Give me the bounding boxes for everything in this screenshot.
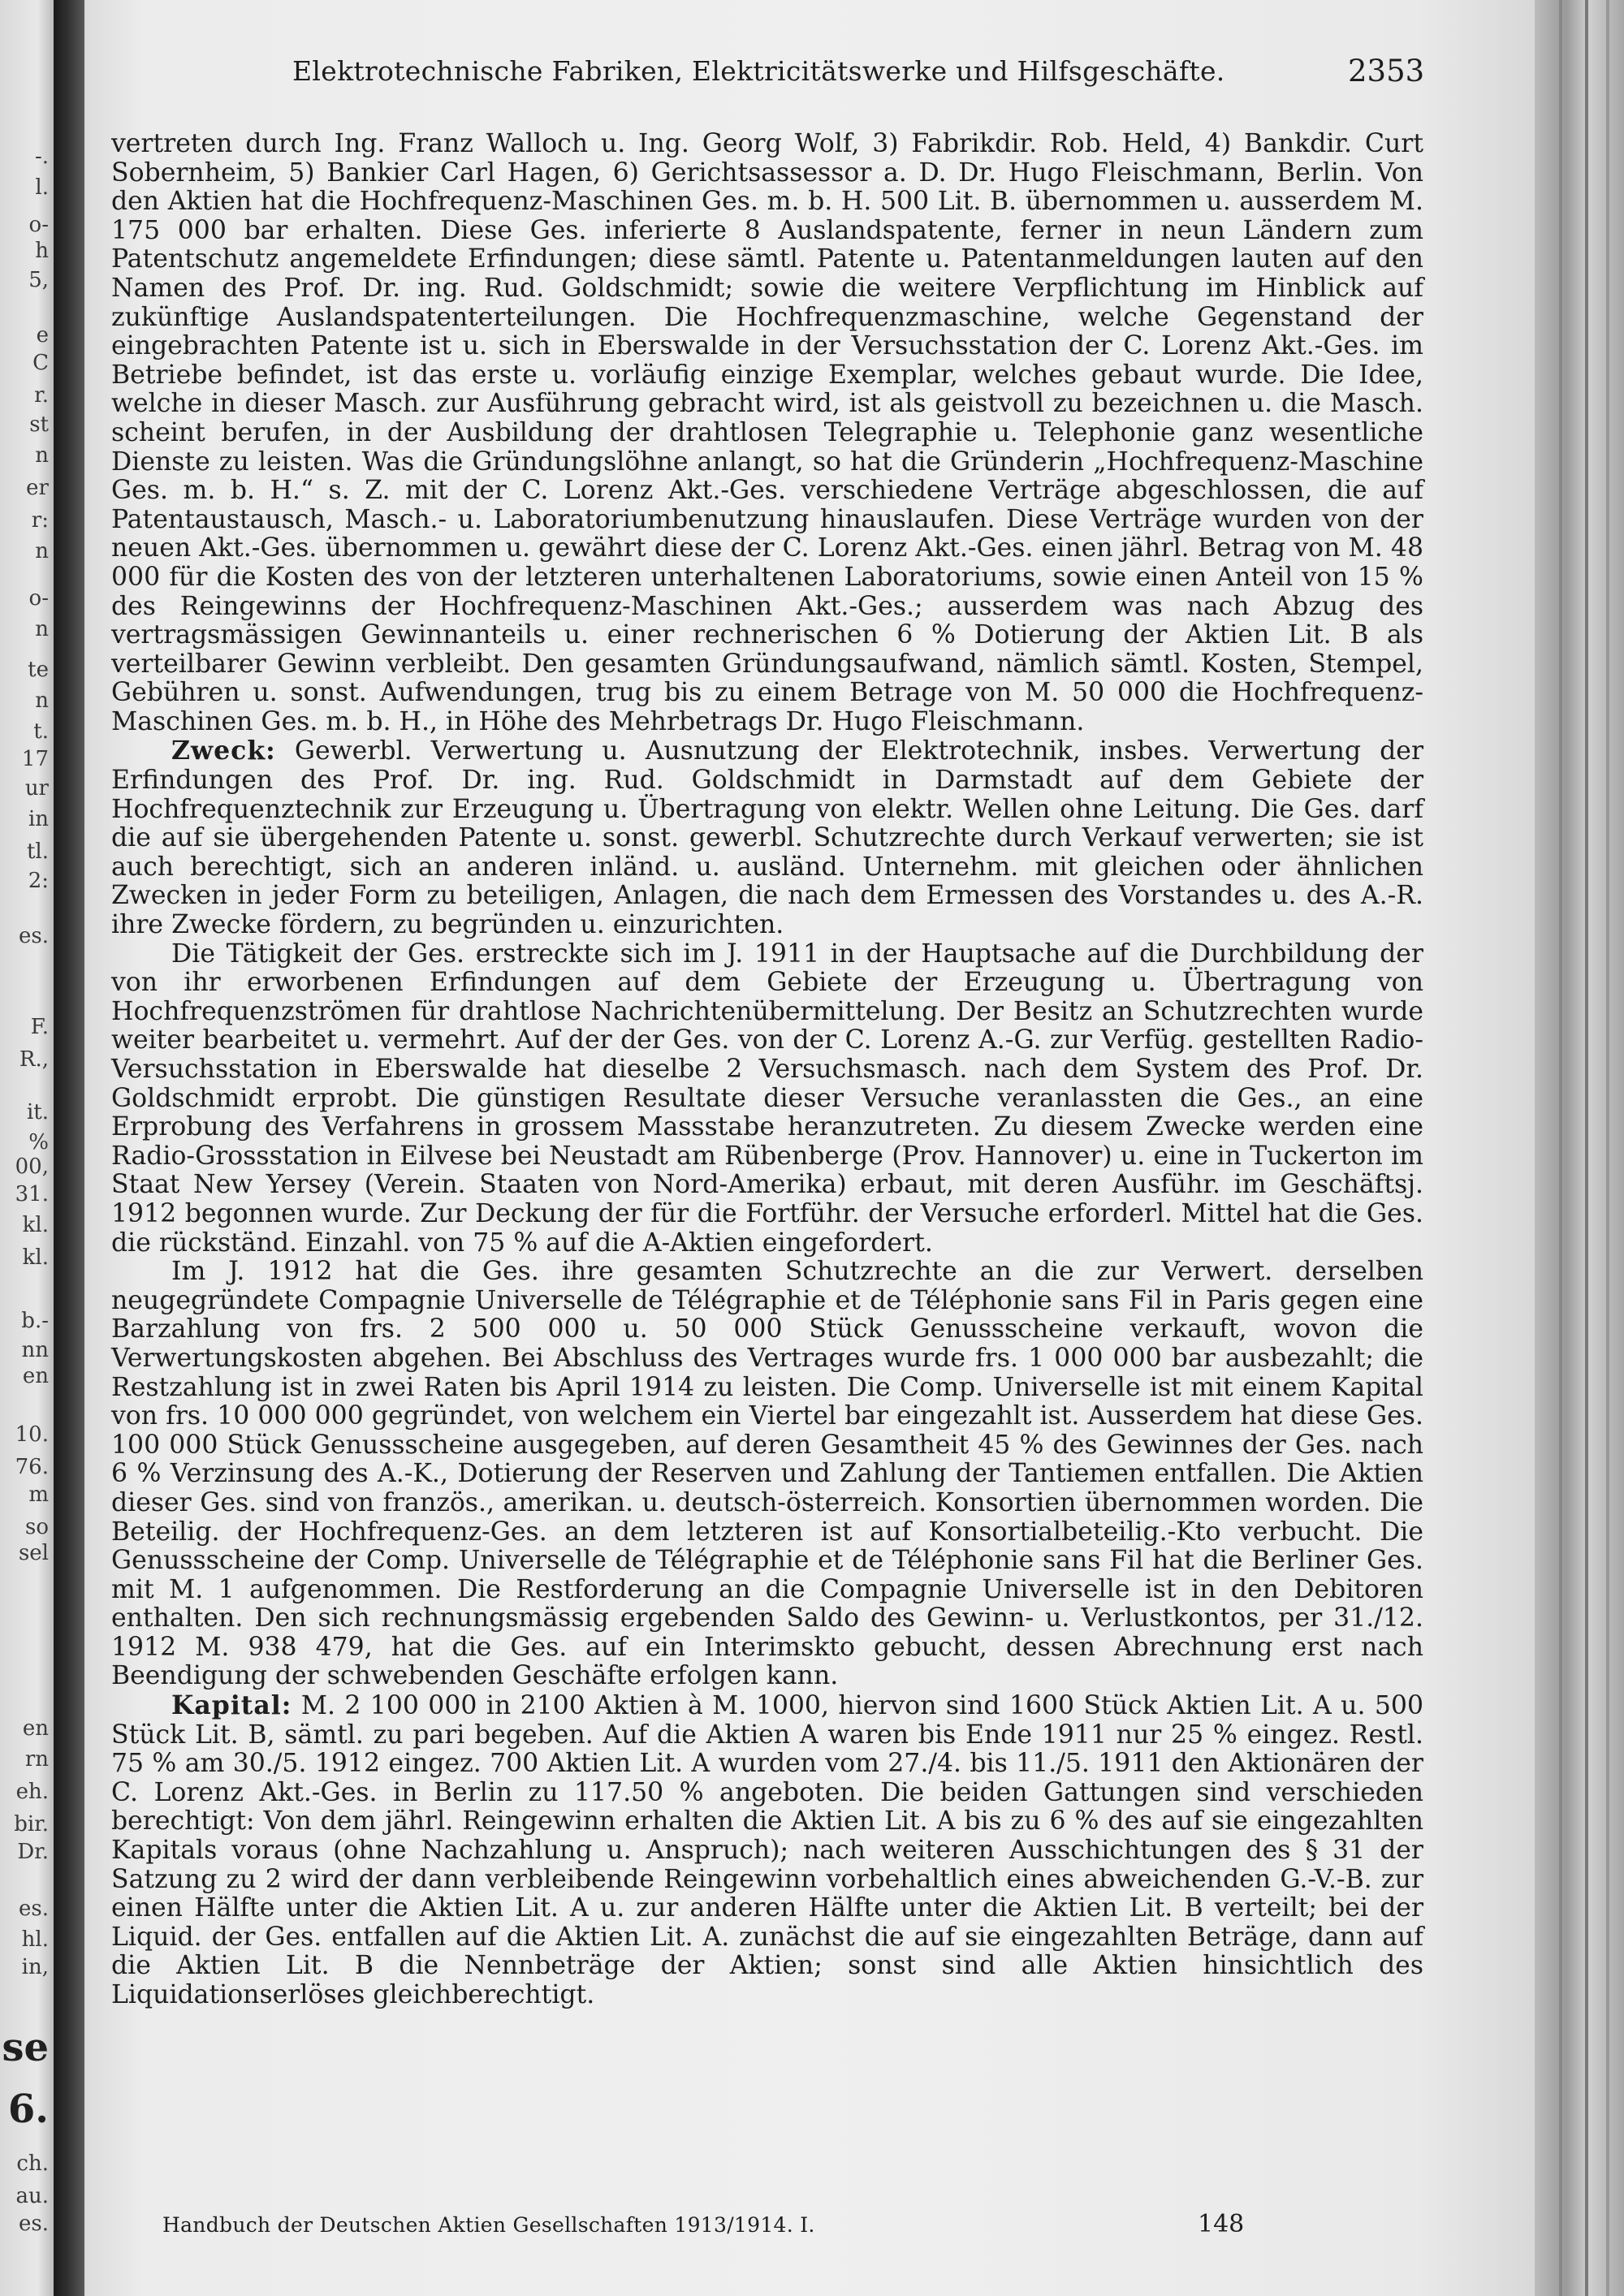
paragraph-activity-1912: Im J. 1912 hat die Ges. ihre gesamten Schutzrechte an die zur Verwert. derselben neugegründete Compagnie Universelle de Télégraphie et de Téléphonie sans Fil in Paris gegen eine Barzahlung von frs. 2 500 000 u. 50 000 Stück Genussscheine verkauft, wovon die Verwertungskosten abgehen. Bei Abschluss des Vertrages wurde frs. 1 000 000 bar ausbezahlt; die Restzahlung ist in zwei Raten bis April 1914 zu leisten. Die Comp. Universelle ist mit einem Kapital von frs. 10 000 000 gegründet, von welchem ein Viertel bar eingezahlt ist. Ausserdem hat diese Ges. 100 000 Stück Genussscheine ausgegeben, auf deren Gesamtheit 45 % des Gewinnes der Ges. nach 6 % Verzinsung des A.-K., Dotierung der Reserven und Zahlung der Tantiemen entfallen. Die Aktien dieser Ges. sind von französ., amerikan. u. deutsch-österreich. Konsortien übernommen worden. Die Beteilig. der Hochfrequenz-Ges. an dem letzteren ist auf Konsortialbeteilig.-Kto verbucht. Die Genussscheine der Comp. Universelle de Télégraphie et de Téléphonie sans Fil hat die Berliner Ges. mit M. 1 aufgenommen. Die Restforderung an die Compagnie Universelle ist in den Debitoren enthalten. Den sich rechnungsmässig ergebenden Saldo des Gewinn- u. Verlustkontos, per 31./12. 1912 M. 938 479, hat die Ges. auf ein Interimskto gebucht, dessen Abrechnung erst nach Beendigung der schwebenden Geschäfte erfolgen kann.: [111, 1257, 1423, 1691]
paragraph-founders: vertreten durch Ing. Franz Walloch u. Ing. Georg Wolf, 3) Fabrikdir. Rob. Held, 4) Bankdir. Curt Sobernheim, 5) Bankier Carl Hagen, 6) Gerichtsassessor a. D. Dr. Hugo Fleischmann, Berlin. Von den Aktien hat die Hochfrequenz-Maschinen Ges. m. b. H. 500 Lit. B. übernommen u. ausserdem M. 175 000 bar erhalten. Diese Ges. inferierte 8 Auslandspatente, ferner in neun Ländern zum Patentschutz angemeldete Erfindungen; diese sämtl. Patente u. Patentanmeldungen lauten auf den Namen des Prof. Dr. ing. Rud. Goldschmidt; sowie die weitere Verpflichtung im Hinblick auf zukünftige Auslandspatenterteilungen. Die Hochfrequenzmaschine, welche Gegenstand der eingebrachten Patente ist u. sich in Eberswalde in der Versuchsstation der C. Lorenz Akt.-Ges. im Betriebe befindet, ist das erste u. vorläufig einzige Exemplar, welches gebaut wurde. Die Idee, welche in dieser Masch. zur Ausführung gebracht wird, ist als geistvoll zu bezeichnen u. die Masch. scheint berufen, in der Ausbildung der drahtlosen Telegraphie u. Telephonie ganz wesentliche Dienste zu leisten. Was die Gründungslöhne anlangt, so hat die Gründerin „Hochfrequenz-Maschine Ges. m. b. H.“ s. Z. mit der C. Lorenz Akt.-Ges. verschiedene Verträge abgeschlossen, die auf Patentaustausch, Masch.- u. Laboratoriumbenutzung hinauslaufen. Diese Verträge wurden von der neuen Akt.-Ges. übernommen u. gewährt diese der C. Lorenz Akt.-Ges. einen jährl. Betrag von M. 48 000 für die Kosten des von der letzteren unterhaltenen Laboratoriums, sowie einen Anteil von 15 % des Reingewinns der Hochfrequenz-Maschinen Akt.-Ges.; ausserdem was nach Abzug des vertragsmässigen Gewinnanteils u. einer rechnerischen 6 % Dotierung der Aktien Lit. B als verteilbarer Gewinn verbleibt. Den gesamten Gründungsaufwand, nämlich sämtl. Kosten, Stempel, Gebühren u. sonst. Aufwendungen, trug bis zu einem Betrage von M. 50 000 die Hochfrequenz-Maschinen Ges. m. b. H., in Höhe des Mehrbetrags Dr. Hugo Fleischmann.: [111, 129, 1423, 736]
margin-fragment: 31.: [15, 1182, 49, 1206]
purpose-heading: Zweck:: [171, 736, 276, 766]
margin-fragment: h: [35, 239, 49, 263]
book-gutter: [54, 0, 84, 2296]
margin-fragment: r:: [31, 508, 49, 533]
capital-heading: Kapital:: [171, 1690, 292, 1721]
margin-fragment: 5,: [28, 268, 49, 292]
margin-fragment: sel: [18, 1541, 49, 1565]
footer-source: Handbuch der Deutschen Aktien Gesellschaften 1913/1914. I.: [162, 2213, 815, 2237]
paragraph-capital: [111, 1691, 1423, 2010]
margin-fragment: m: [28, 1482, 49, 1507]
page-block-edge: [1535, 0, 1624, 2296]
margin-fragment: es.: [19, 2212, 49, 2236]
margin-fragment: 10.: [15, 1422, 49, 1447]
page-edge-line: [1559, 0, 1562, 2296]
margin-fragment: in: [28, 807, 49, 831]
margin-fragment: t.: [33, 719, 49, 744]
margin-fragment: r.: [34, 383, 49, 408]
margin-fragment: b.-: [21, 1309, 49, 1333]
margin-fragment: Dr.: [17, 1840, 49, 1864]
margin-fragment: au.: [15, 2184, 49, 2208]
capital-text: M. 2 100 000 in 2100 Aktien à M. 1000, hiervon sind 1600 Stück Aktien Lit. A u. 500 Stück Lit. B, sämtl. zu pari begeben. Auf die Aktien A waren bis Ende 1911 nur 25 % eingez. Restl. 75 % am 30./5. 1912 eingez. 700 Aktien Lit. A wurden vom 27./4. bis 11./5. 1911 den Aktionären der C. Lorenz Akt.-Ges. in Berlin zu 117.50 % angeboten. Die beiden Gattungen sind verschieden berechtigt: Von dem jährl. Reingewinn erhalten die Aktien Lit. A bis zu 6 % des auf sie eingezahlten Kapitals voraus (ohne Nachzahlung u. Anspruch); nach weiteren Ausschichtungen des § 31 der Satzung zu 2 wird der dann verbleibende Reingewinn vorbehaltlich eines abweichenden G.-V.-B. zur einen Hälfte unter die Aktien Lit. A u. zur anderen Hälfte unter die Aktien Lit. B verteilt; bei der Liquid. der Ges. entfallen auf die Aktien Lit. A. zunächst die auf sie eingezahlten Beträge, dann auf die Aktien Lit. B die Nennbeträge der Aktien; sonst sind alle Aktien hinsichtlich des Liquidationserlöses gleichberechtigt.: [111, 1691, 1423, 2009]
margin-fragment: 17: [21, 747, 49, 771]
margin-fragment: n: [35, 688, 49, 713]
margin-fragment: n: [35, 617, 49, 641]
margin-fragment: te: [28, 658, 49, 682]
margin-fragment: 2:: [28, 869, 49, 893]
margin-fragment: in,: [21, 1955, 49, 1979]
margin-fragment: F.: [30, 1015, 49, 1039]
margin-fragment: es.: [19, 1897, 49, 1921]
page-edge-line: [1585, 0, 1588, 2296]
margin-fragment: kl.: [22, 1245, 49, 1270]
article-body: [111, 130, 1423, 2010]
margin-fragment: st: [29, 412, 49, 437]
margin-fragment: %: [28, 1130, 49, 1154]
paragraph-purpose: [111, 736, 1423, 939]
page-number: 2353: [1348, 54, 1425, 88]
margin-fragment: o-: [28, 213, 49, 237]
margin-fragment: en: [22, 1716, 49, 1741]
margin-fragment: l.: [35, 175, 49, 200]
margin-fragment: se: [2, 2025, 49, 2070]
margin-fragment: nn: [21, 1338, 49, 1362]
margin-fragment: rn: [24, 1747, 49, 1772]
margin-fragment: bir.: [14, 1812, 49, 1836]
margin-fragment: er: [26, 476, 49, 500]
margin-fragment: so: [25, 1515, 49, 1539]
margin-fragment: ur: [24, 776, 49, 801]
margin-fragment: n: [35, 539, 49, 563]
margin-fragment: en: [22, 1364, 49, 1388]
margin-fragment: 76.: [15, 1455, 49, 1479]
margin-fragment: es.: [19, 924, 49, 948]
margin-fragment: hl.: [21, 1927, 49, 1952]
margin-fragment: R.,: [19, 1047, 49, 1072]
margin-fragment: tl.: [26, 839, 49, 864]
margin-fragment: 6.: [7, 2087, 49, 2132]
margin-fragment: o-: [28, 586, 49, 611]
previous-page-edge: [0, 0, 54, 2296]
page-edge-line: [1606, 0, 1609, 2296]
margin-fragment: kl.: [22, 1213, 49, 1237]
footer-sheet-number: 148: [1198, 2210, 1245, 2238]
margin-fragment: ch.: [16, 2151, 49, 2176]
margin-fragment: C: [32, 351, 49, 375]
margin-fragment: e: [36, 323, 49, 347]
margin-fragment: -.: [34, 145, 49, 169]
margin-fragment: n: [35, 443, 49, 468]
margin-fragment: it.: [26, 1100, 49, 1124]
running-header: Elektrotechnische Fabriken, Elektricitätswerke und Hilfsgeschäfte.: [292, 55, 1225, 87]
margin-fragment: eh.: [15, 1780, 49, 1804]
purpose-text: Gewerbl. Verwertung u. Ausnutzung der Elektrotechnik, insbes. Verwertung der Erfindungen des Prof. Dr. ing. Rud. Goldschmidt in Darmstadt auf dem Gebiete der Hochfrequenztechnik zur Erzeugung u. Übertragung von elektr. Wellen ohne Leitung. Die Ges. darf die auf sie übergehenden Patente u. sonst. gewerbl. Schutzrechte durch Verkauf verwerten; sie ist auch berechtigt, sich an anderen inländ. u. ausländ. Unternehm. mit gleichen oder ähnlichen Zwecken in jeder Form zu beteiligen, Anlagen, die nach dem Ermessen des Vorstandes u. des A.-R. ihre Zwecke fördern, zu begründen u. einzurichten.: [111, 736, 1423, 940]
paragraph-activity-1911: Die Tätigkeit der Ges. erstreckte sich im J. 1911 in der Hauptsache auf die Durchbildung der von ihr erworbenen Erfindungen auf dem Gebiete der Erzeugung u. Übertragung von Hochfrequenzströmen für drahtlose Nachrichtenübermittelung. Der Besitz an Schutzrechten wurde weiter bearbeitet u. vermehrt. Auf der der Ges. von der C. Lorenz A.-G. zur Verfüg. gestellten Radio-Versuchsstation in Eberswalde hat dieselbe 2 Versuchsmasch. nach dem System des Prof. Dr. Goldschmidt erprobt. Die günstigen Resultate dieser Versuche veranlassten die Ges., an eine Erprobung des Verfahrens in grossem Massstabe heranzutreten. Zu diesem Zwecke werden eine Radio-Grossstation in Eilvese bei Neustadt am Rübenberge (Prov. Hannover) u. eine in Tuckerton im Staat New Yersey (Verein. Staaten von Nord-Amerika) erbaut, mit deren Ausführ. im Geschäftsj. 1912 begonnen wurde. Zur Deckung der für die Fortführ. der Versuche erforderl. Mittel hat die Ges. die rückständ. Einzahl. von 75 % auf die A-Aktien eingefordert.: [111, 939, 1423, 1258]
margin-fragment: 00,: [15, 1154, 49, 1179]
